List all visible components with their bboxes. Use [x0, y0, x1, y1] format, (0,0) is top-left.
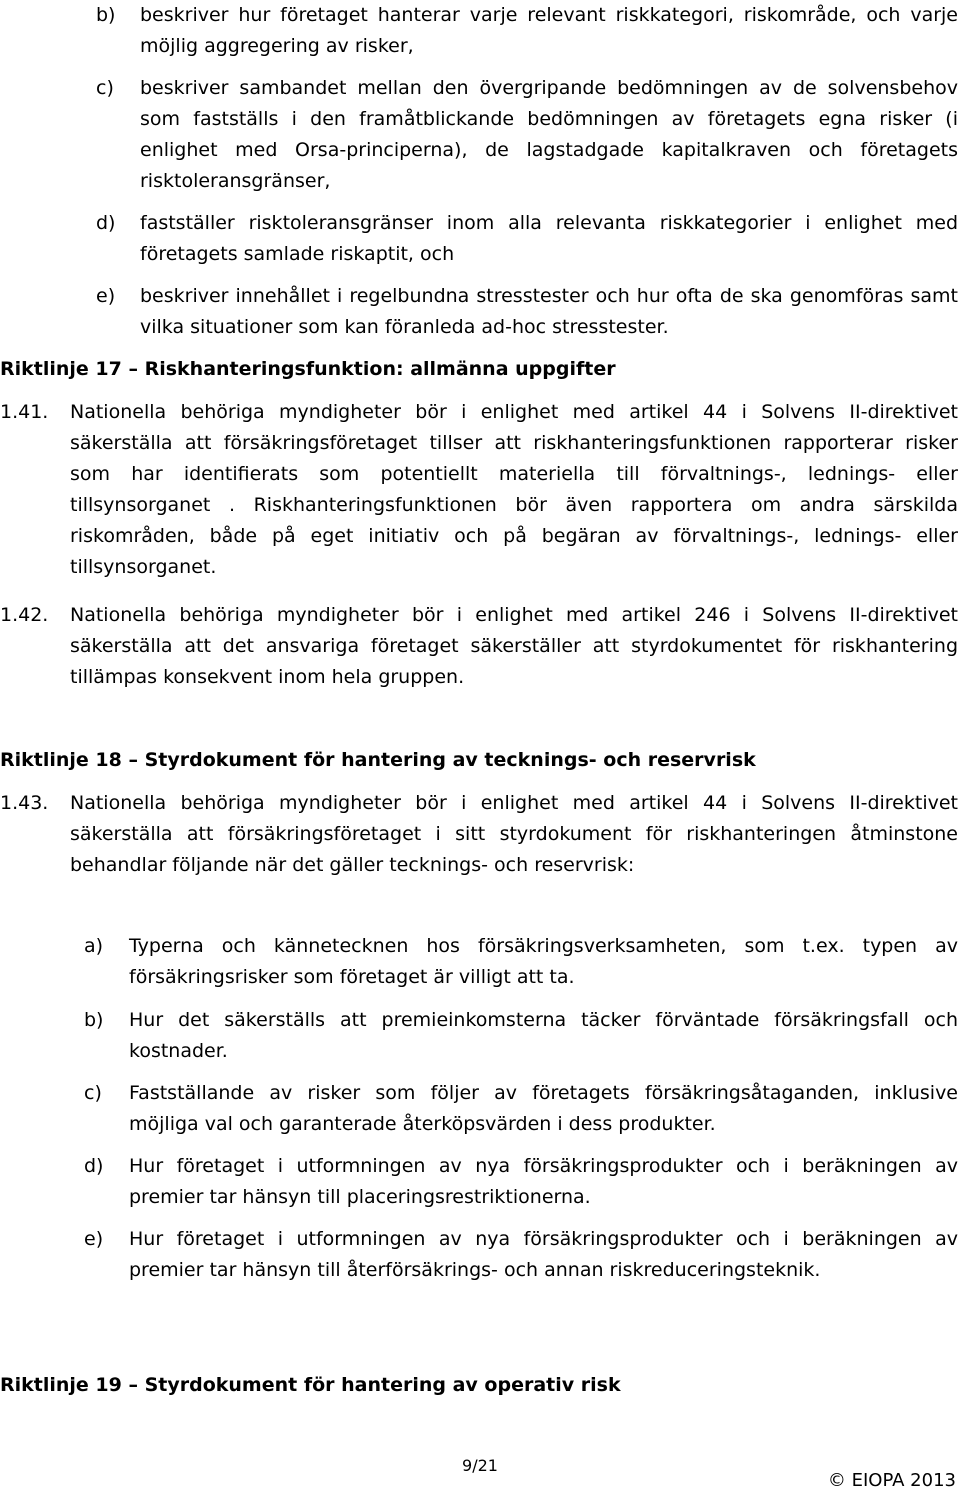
list-marker: d): [96, 212, 116, 234]
paragraph-number: 1.43.: [0, 792, 49, 814]
list-item-e: [96, 281, 958, 343]
list-item-b: [96, 0, 958, 62]
paragraph-number: 1.41.: [0, 401, 49, 423]
list-item-d: [96, 208, 958, 270]
list-marker: c): [84, 1082, 102, 1104]
list-text: beskriver hur företaget hanterar varje relevant riskkategori, riskområde, och varje möjlig aggregering av risker,: [140, 4, 958, 57]
list-text: Hur företaget i utformningen av nya försäkringsprodukter och i beräkningen av premier tar hänsyn till placeringsrestriktionerna.: [129, 1155, 958, 1208]
paragraph-number: 1.42.: [0, 604, 49, 626]
list-item-a: [84, 931, 958, 993]
list-marker: b): [84, 1009, 104, 1031]
list-item-e: [84, 1224, 958, 1286]
copyright-notice: © EIOPA 2013: [827, 1470, 956, 1491]
list-item-c: [96, 73, 958, 197]
page-number: 9/21: [462, 1456, 498, 1475]
list-item-b: [84, 1005, 958, 1067]
list-marker: a): [84, 935, 104, 957]
list-marker: c): [96, 77, 114, 99]
list-text: beskriver innehållet i regelbundna stresstester och hur ofta de ska genomföras samt vilka situationer som kan föranleda ad-hoc stresstester.: [140, 285, 958, 338]
list-text: Fastställande av risker som följer av företagets försäkringsåtaganden, inklusive möjliga val och garanterade återköpsvärden i dess produkter.: [129, 1082, 958, 1135]
list-item-c: [84, 1078, 958, 1140]
list-marker: d): [84, 1155, 104, 1177]
list-text: Hur det säkerställs att premieinkomsterna täcker förväntade försäkringsfall och kostnader.: [129, 1009, 958, 1062]
paragraph-1-42: [0, 600, 958, 693]
list-marker: e): [84, 1228, 104, 1250]
paragraph-text: Nationella behöriga myndigheter bör i enlighet med artikel 44 i Solvens II-direktivet säkerställa att försäkringsföretaget i sitt styrdokument för riskhanteringen åtminstone behandlar följande när det gäller tecknings- och reservrisk:: [70, 792, 958, 876]
guideline-17-heading: Riktlinje 17 – Riskhanteringsfunktion: allmänna uppgifter: [0, 358, 616, 380]
guideline-19-heading: Riktlinje 19 – Styrdokument för hantering av operativ risk: [0, 1374, 621, 1396]
list-marker: e): [96, 285, 116, 307]
paragraph-text: Nationella behöriga myndigheter bör i enlighet med artikel 246 i Solvens II-direktivet säkerställa att det ansvariga företaget säkerställer att styrdokumentet för riskhantering tillämpas konsekvent inom hela gruppen.: [70, 604, 958, 688]
paragraph-1-43: [0, 788, 958, 881]
paragraph-1-41: [0, 397, 958, 583]
list-text: Hur företaget i utformningen av nya försäkringsprodukter och i beräkningen av premier tar hänsyn till återförsäkrings- och annan riskreduceringsteknik.: [129, 1228, 958, 1281]
list-text: beskriver sambandet mellan den övergripande bedömningen av de solvensbehov som fastställs i den framåtblickande bedömningen av företagets egna risker (i enlighet med Orsa-principerna), de lagstadgade kapitalkraven och företagets risktoleransgränser,: [140, 77, 958, 192]
list-item-d: [84, 1151, 958, 1213]
list-marker: b): [96, 4, 116, 26]
list-text: Typerna och kännetecknen hos försäkringsverksamheten, som t.ex. typen av försäkringsrisker som företaget är villigt att ta.: [129, 935, 958, 988]
list-text: fastställer risktoleransgränser inom alla relevanta riskkategorier i enlighet med företagets samlade riskaptit, och: [140, 212, 958, 265]
paragraph-text: Nationella behöriga myndigheter bör i enlighet med artikel 44 i Solvens II-direktivet säkerställa att försäkringsföretaget tillser att riskhanteringsfunktionen rapporterar risker som har identifierats som potentiellt materiella till förvaltnings-, lednings- eller tillsynsorganet . Riskhanteringsfunktionen bör även rapportera om andra särskilda riskområden, både på eget initiativ och på begäran av förvaltnings-, lednings- eller tillsynsorganet.: [70, 401, 958, 578]
guideline-18-heading: Riktlinje 18 – Styrdokument för hantering av tecknings- och reservrisk: [0, 749, 756, 771]
